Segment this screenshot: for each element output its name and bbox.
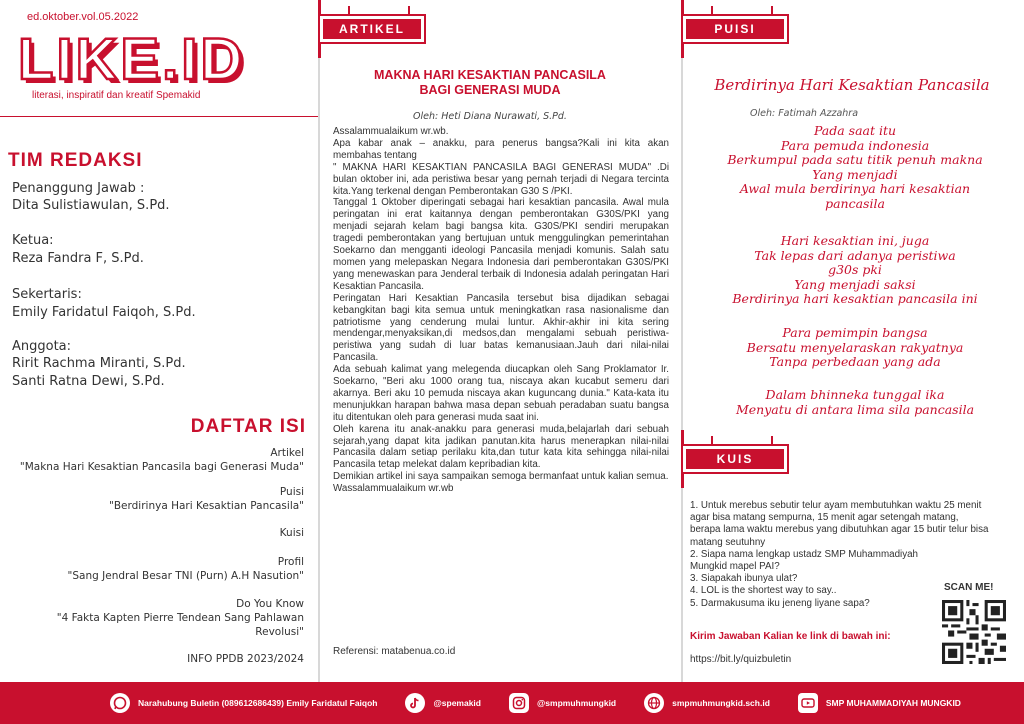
puisi-author: Oleh: Fatimah Azzahra [750,108,859,119]
artikel-paragraph: Apa kabar anak – anakku, para penerus bangsa?Kali ini kita akan membahas tentang [333,137,669,161]
kuis-question: 3. Siapakah ibunya ulat? [690,573,798,585]
poem-line: Para pemuda indonesia [780,137,930,153]
whatsapp-icon [110,693,130,713]
kuis-question: 5. Darmakusuma iku jeneng liyane sapa? [690,597,870,609]
kuis-sign [681,430,793,488]
poem-line: Yang menjadi [812,166,898,182]
footer-whatsapp[interactable] [110,693,377,713]
toc-ppdb: INFO PPDB 2023/2024 [187,653,304,665]
poem-stanza-4 [690,388,1020,417]
sekertaris-label: Sekertaris: [12,287,82,302]
artikel-paragraph: Assalammualaikum wr.wb. [333,126,449,137]
poem-line: g30s pki [828,262,882,277]
instagram-icon [509,693,529,713]
poem-line: Dalam bhinneka tunggal ika [765,387,945,402]
anggota-name-1: Ririt Rachma Miranti, S.Pd. [12,356,186,371]
artikel-reference: Referensi: matabenua.co.id [333,646,456,657]
toc-artikel-item: "Makna Hari Kesaktian Pancasila bagi Generasi Muda" [19,461,304,473]
footer-youtube-text: SMP MUHAMMADIYAH MUNGKID [825,698,961,708]
toc-dyk-item-2: Revolusi" [255,626,304,638]
header-divider [0,116,318,117]
tim-redaksi-heading: TIM REDAKSI [8,150,143,171]
poem-line: Awal mula berdirinya hari kesaktian [739,181,971,196]
poem-line: Bersatu menyelaraskan rakyatnya [746,339,964,355]
kuis-link[interactable]: https://bit.ly/quizbuletin [690,654,792,665]
puisi-title: Berdirinya Hari Kesaktian Pancasila [714,76,990,94]
artikel-paragraph: Demikian artikel ini saya sampaikan semoga bermanfaat untuk kalian semua. [333,471,669,483]
column-divider-right [681,0,683,682]
footer-website[interactable] [644,693,770,713]
kuis-instruction: Kirim Jawaban Kalian ke link di bawah ini: [690,631,891,642]
poem-stanza-2 [690,234,1020,307]
artikel-paragraph: " MAKNA HARI KESAKTIAN PANCASILA BAGI GENERASI MUDA" .Di bulan oktober ini, ada peristiwa besar yang pernah terjadi di Negara tercinta kita.Yang terkenal dengan Pemberontakan G30 S /PKI. [333,161,669,197]
artikel-paragraph: Peringatan Hari Kesaktian Pancasila tersebut bisa dijadikan sebagai kebangkitan bagi kita semua untuk meningkatkan rasa nasionalisme dan patriotisme yang cenderung mulai luntur. Akhir-akhir ini kita sering mendengar,menyaksikan,di medsos,dan mengalami sebuah peristiwa-peristiwa yang sudah di luar batas kemanusiaan.Jauh dari nilai-nilai Pancasila. [333,292,669,364]
toc-puisi-item: "Berdirinya Hari Kesaktian Pancasila" [109,500,304,512]
poem-line: Yang menjadi saksi [794,276,916,292]
poem-line: Berkumpul pada satu titik penuh makna [727,152,983,167]
footer-website-text: smpmuhmungkid.sch.id [672,698,770,708]
puisi-sign-label: PUISI [686,19,784,39]
youtube-icon [798,693,818,713]
kuis-question: 2. Siapa nama lengkap ustadz SMP Muhammadiyah Mungkid mapel PAI? [690,548,918,573]
ketua-name: Reza Fandra F, S.Pd. [12,251,144,266]
sekertaris-name: Emily Faridatul Faiqoh, S.Pd. [12,305,196,320]
artikel-sign-label: ARTIKEL [323,19,421,39]
artikel-title: MAKNA HARI KESAKTIAN PANCASILA BAGI GENERASI MUDA [374,68,606,97]
footer-instagram-text: @smpmuhmungkid [537,698,617,708]
artikel-author: Oleh: Heti Diana Nurawati, S.Pd. [413,111,567,122]
anggota-label: Anggota: [12,339,72,354]
anggota-name-2: Santi Ratna Dewi, S.Pd. [12,374,165,389]
kuis-questions [690,500,1015,610]
artikel-paragraph: Ada sebuah kalimat yang melegenda diucapkan oleh Sang Proklamator Ir. Soekarno, "Beri aku 1000 orang tua, niscaya akan kucabut semeru dari akarnya. Beri aku 10 pemuda niscaya akan kuguncang dunia." Kata-kata itu menunjukkan harapan bahwa masa depan sebuah peradaban suatu bangsa itu ditentukan oleh para generasi muda saat ini. [333,364,669,423]
scan-me-label: SCAN ME! [944,582,994,593]
kuis-question: 1. Untuk merebus sebutir telur ayam membutuhkan waktu 25 menit agar bisa matang sempurna, 15 menit agar setengah matang, berapa lama waktu merebus yang dibutuhkan agar 15 butir telur bisa matang seutuhny [690,500,989,548]
qr-code-icon[interactable] [942,600,1006,664]
daftar-isi-heading: DAFTAR ISI [190,416,306,437]
poem-stanza-3 [690,326,1020,370]
toc-profil-item: "Sang Jendral Besar TNI (Purn) A.H Nasution" [67,570,304,582]
poem-line: Tanpa perbedaan yang ada [769,354,941,369]
poem-line: Pada saat itu [813,123,897,138]
globe-icon [644,693,664,713]
poem-line: Tak lepas dari adanya peristiwa [754,247,956,263]
logo: LIKE.ID [18,27,246,92]
toc-profil-label: Profil [277,556,304,568]
footer-instagram[interactable] [509,693,616,713]
artikel-paragraph: Tanggal 1 Oktober diperingati sebagai hari kesaktian pancasila. Awal mula peringatan ini erat kaitannya dengan pemberontakan G30S/PKI yang menjadi sejarah kelam bagi bangsa kita. G30S/PKI sendiri merupakan tragedi pemberontakan yang bertujuan untuk menggulingkan pemerintahan Soekarno dan mengganti ideologi Pancasila menjadi komunis. Salah satu momen yang melepaskan Negara Indonesia dari pemberontakan G30S/PKI yang menewaskan para Jenderal terbaik di Indonesia adalah peringatan Hari Kesaktian Pancasila. [333,197,669,292]
pj-label: Penanggung Jawab : [12,181,145,196]
edition-label: ed.oktober.vol.05.2022 [27,11,139,23]
toc-artikel-label: Artikel [270,447,304,459]
kuis-sign-label: KUIS [686,449,784,469]
ketua-label: Ketua: [12,233,54,248]
kuis-question: 4. LOL is the shortest way to say.. [690,585,837,597]
footer-whatsapp-text: Narahubung Buletin (089612686439) Emily Faridatul Faiqoh [138,698,378,708]
tagline: literasi, inspiratif dan kreatif Spemakid [32,90,201,101]
footer-tiktok[interactable] [405,693,481,713]
toc-dyk-label: Do You Know [236,598,304,610]
artikel-paragraph: Wassalammualaikum wr.wb [333,483,454,495]
column-divider-left [318,0,320,682]
poem-line: Berdirinya hari kesaktian pancasila ini [732,291,978,306]
pj-name: Dita Sulistiawulan, S.Pd. [12,198,170,213]
toc-kuisi-label: Kuisi [279,527,304,539]
poem-line: Hari kesaktian ini, juga [780,233,930,248]
footer-youtube[interactable] [798,693,961,713]
artikel-body [333,126,669,495]
artikel-paragraph: Oleh karena itu anak-anakku para generasi muda,belajarlah dari sebuah sejarah,yang dapat kita jadikan panutan.kita harus menerapkan nilai-nilai Pancasila dalam setiap perilaku kita,dan tutur kata kita sehingga nilai-nilai Pancasila tetap melekat dalam kepribadian kita. [333,423,669,471]
poem-line: Menyatu di antara lima sila pancasila [735,401,975,417]
poem-line: pancasila [825,195,885,211]
toc-dyk-item-1: "4 Fakta Kapten Pierre Tendean Sang Pahlawan [56,612,304,624]
poem-stanza-1 [690,124,1020,211]
footer-bar [0,682,1024,724]
poem-line: Para pemimpin bangsa [782,325,928,340]
footer-tiktok-text: @spemakid [433,698,481,708]
puisi-sign [681,0,793,58]
artikel-sign [318,0,428,58]
toc-puisi-label: Puisi [279,486,304,498]
tiktok-icon [405,693,425,713]
